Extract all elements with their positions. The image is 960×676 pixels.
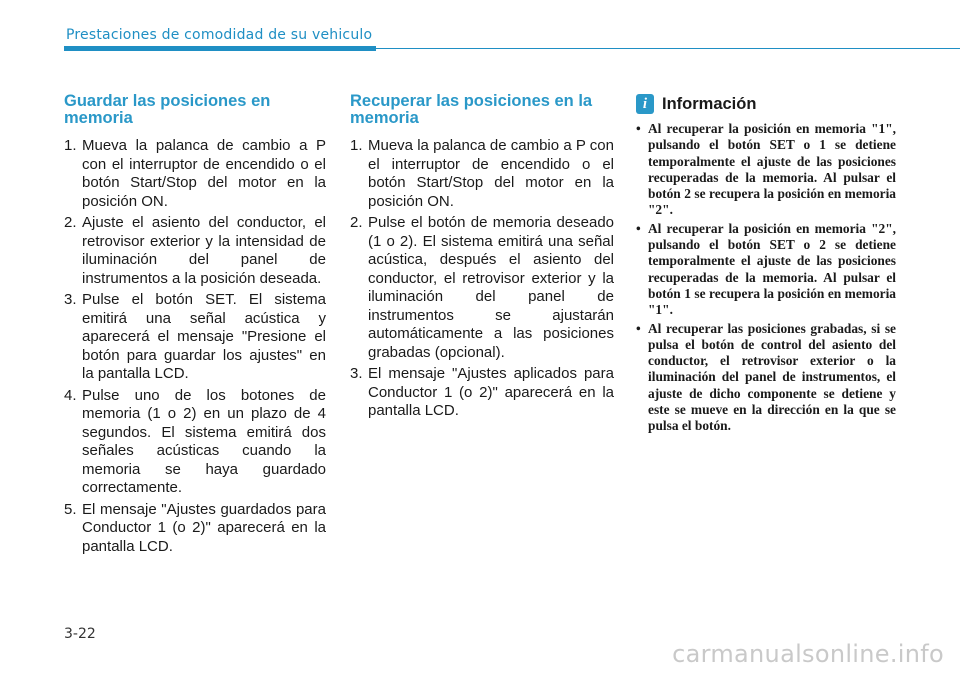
list-item	[64, 137, 326, 211]
step-number: 2.	[64, 214, 77, 231]
info-icon: i	[636, 94, 654, 114]
step-text: Ajuste el asiento del conductor, el retrovisor exterior y la intensidad de iluminación del panel de instrumentos a la posición deseada.	[82, 214, 326, 287]
save-section	[64, 93, 326, 559]
list-item	[64, 214, 326, 288]
bullet-dot: •	[636, 121, 641, 136]
step-number: 3.	[350, 365, 363, 382]
step-text: Mueva la palanca de cambio a P con el interruptor de encendido o el botón Start/Stop del motor en la posición ON.	[368, 137, 614, 210]
info-box	[636, 93, 896, 437]
step-text: Pulse el botón de memoria deseado (1 o 2). El sistema emitirá una señal acústica, después el asiento del conductor, el retrovisor exterior y la iluminación del panel de instrumentos se ajustarán automáticamente a las posiciones grabadas (opcional).	[368, 214, 614, 361]
bullet-text: Al recuperar la posición en memoria "2", pulsando el botón SET o 2 se detiene temporalmente el ajuste de las posiciones recuperadas de la memoria. Al pulsar el botón 1 se recupera la posición en memoria "1".	[648, 220, 896, 318]
bullet-text: Al recuperar las posiciones grabadas, si se pulsa el botón de control del asiento del conductor, el retrovisor exterior o la iluminación del panel de instrumentos, el ajuste de dicho componente se detiene y este se mueve en la dirección en la que se pulsa el botón.	[648, 320, 896, 434]
recall-steps-list	[350, 137, 614, 421]
list-item	[64, 291, 326, 384]
list-item	[64, 501, 326, 557]
page-number: 3-22	[64, 626, 96, 642]
step-number: 4.	[64, 386, 77, 404]
recall-section	[350, 93, 614, 424]
list-item	[636, 221, 896, 319]
recall-section-title: Recuperar las posiciones en la memoria	[350, 92, 593, 127]
info-bullets	[636, 121, 896, 435]
list-item	[350, 137, 614, 211]
list-item	[64, 387, 326, 498]
step-text: Pulse uno de los botones de memoria (1 o 2) en un plazo de 4 segundos. El sistema emitirá dos señales acústicas cuando la memoria se haya guardado correctamente.	[82, 386, 326, 496]
header-rule-thin	[376, 48, 960, 49]
step-text: Mueva la palanca de cambio a P con el interruptor de encendido o el botón Start/Stop del motor en la posición ON.	[82, 137, 326, 210]
bullet-text: Al recuperar la posición en memoria "1", pulsando el botón SET o 1 se detiene temporalmente el ajuste de las posiciones recuperadas de la memoria. Al pulsar el botón 2 se recupera la posición en memoria "2".	[648, 121, 896, 218]
step-number: 3.	[64, 291, 77, 308]
bullet-dot: •	[636, 320, 641, 336]
info-title: Información	[662, 94, 757, 113]
header-rule-thick	[64, 46, 376, 51]
step-number: 2.	[350, 214, 363, 231]
step-number: 1.	[350, 137, 363, 154]
step-text: El mensaje "Ajustes aplicados para Conductor 1 (o 2)" aparecerá en la pantalla LCD.	[368, 365, 614, 419]
step-text: Pulse el botón SET. El sistema emitirá una señal acústica y aparecerá el mensaje "Presione el botón para guardar los ajustes" en la pantalla LCD.	[82, 291, 326, 382]
list-item	[636, 121, 896, 219]
list-item	[636, 321, 896, 435]
list-item	[350, 365, 614, 421]
info-header	[636, 93, 896, 115]
section-header-title: Prestaciones de comodidad de su vehiculo	[66, 27, 373, 43]
save-steps-list	[64, 137, 326, 556]
list-item	[350, 214, 614, 362]
bullet-dot: •	[636, 220, 641, 236]
step-number: 5.	[64, 500, 77, 518]
save-section-title: Guardar las posiciones en memoria	[64, 92, 271, 127]
step-text: El mensaje "Ajustes guardados para Conductor 1 (o 2)" aparecerá en la pantalla LCD.	[82, 500, 326, 555]
step-number: 1.	[64, 137, 77, 154]
watermark: carmanualsonline.info	[672, 640, 944, 668]
